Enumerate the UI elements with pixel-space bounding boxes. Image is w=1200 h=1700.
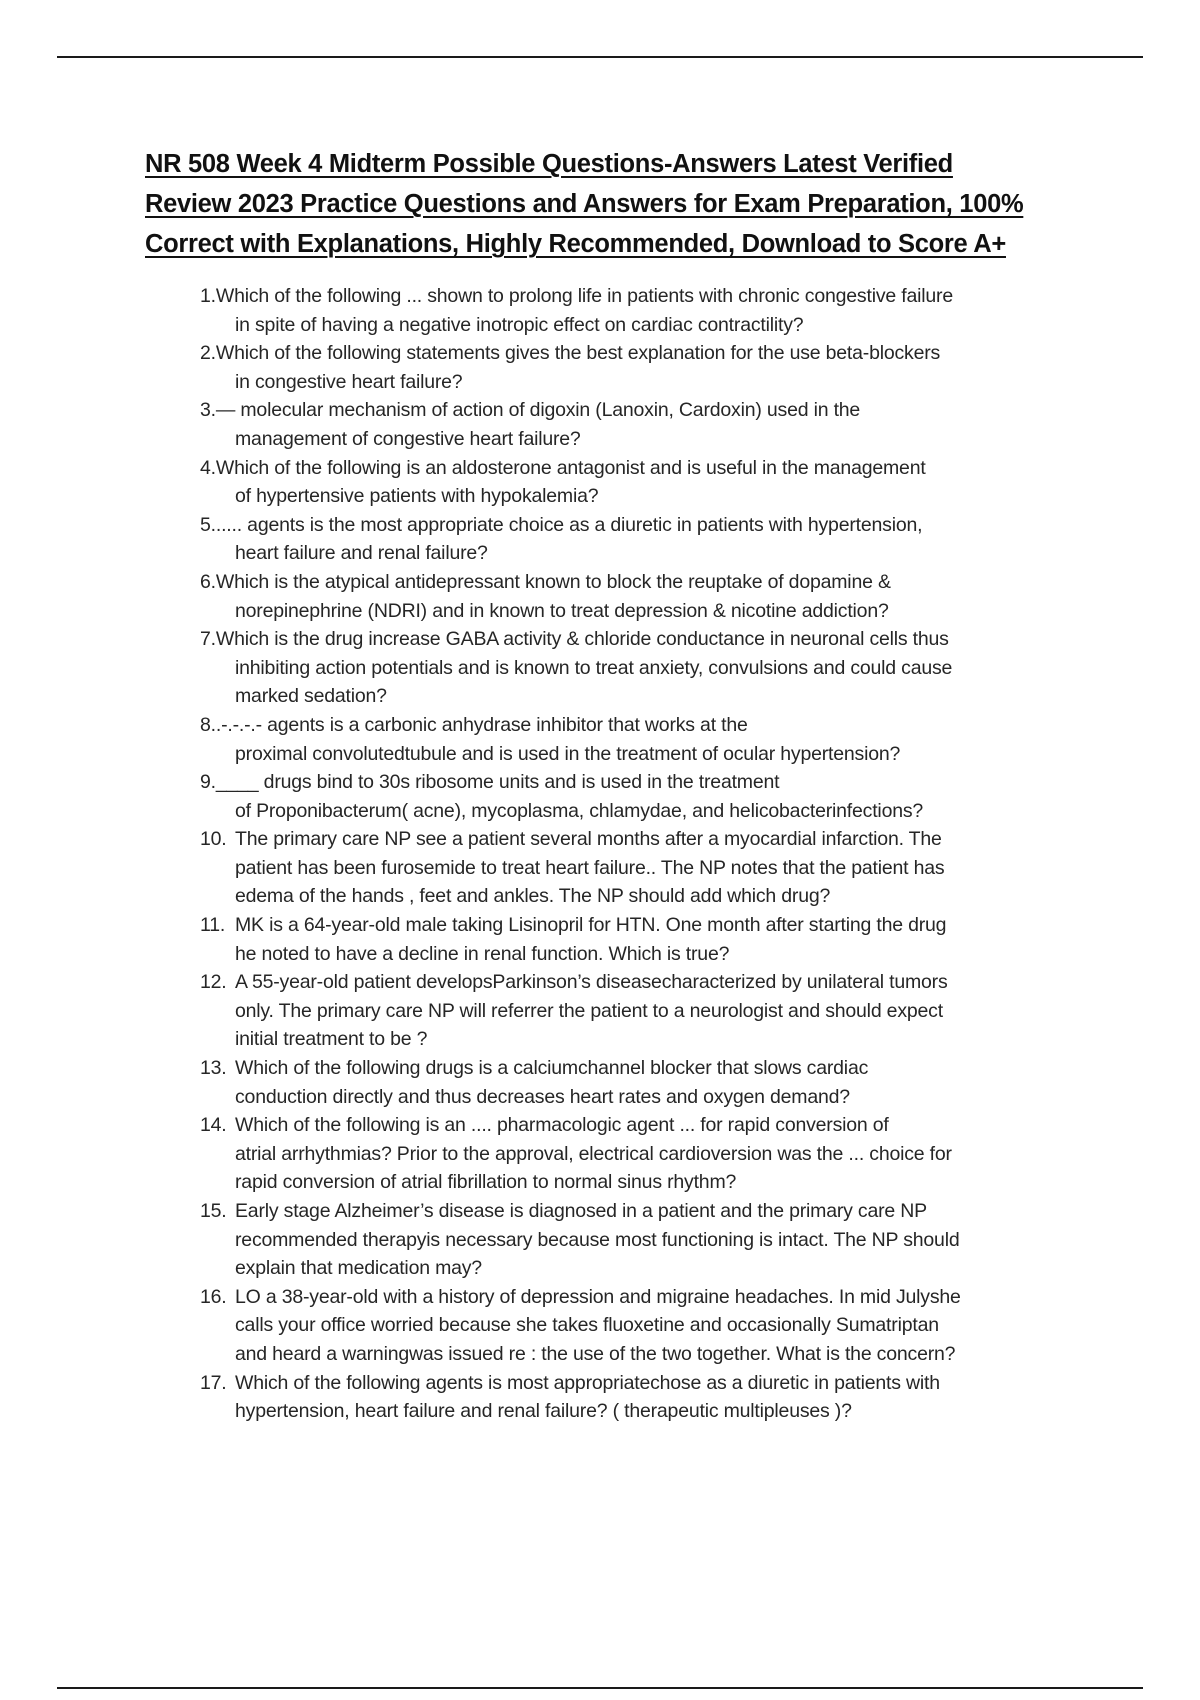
question-line: The primary care NP see a patient several months after a myocardial infarction. The — [235, 828, 942, 851]
question-line: Which of the following statements gives the best explanation for the use beta-blockers — [215, 342, 941, 365]
top-rule — [57, 56, 1143, 58]
question-number: 14. — [200, 1114, 227, 1137]
question-line: Which is the drug increase GABA activity & chloride conductance in neuronal cells thus — [215, 628, 949, 651]
question-text — [216, 625, 1100, 711]
question-item — [200, 1369, 1100, 1426]
question-number: 12. — [200, 971, 227, 994]
question-item — [200, 911, 1100, 968]
question-text — [216, 339, 1100, 396]
question-text — [216, 454, 1100, 511]
question-item — [200, 511, 1100, 568]
question-item — [200, 282, 1100, 339]
question-text — [235, 1054, 1100, 1111]
question-line: and heard a warningwas issued re : the use of the two together. What is the concern? — [235, 1342, 956, 1365]
question-number: 9. — [200, 771, 216, 794]
question-line: recommended therapyis necessary because most functioning is intact. The NP should — [235, 1228, 960, 1251]
question-line: of Proponibacterum( acne), mycoplasma, chlamydae, and helicobacterinfections? — [235, 799, 924, 822]
question-line: explain that medication may? — [235, 1257, 482, 1280]
question-text — [235, 1197, 1100, 1283]
question-list — [200, 282, 1100, 1426]
question-item — [200, 768, 1100, 825]
question-text — [216, 711, 1100, 768]
question-line: LO a 38-year-old with a history of depression and migraine headaches. In mid Julyshe — [235, 1285, 961, 1308]
question-line: calls your office worried because she takes fluoxetine and occasionally Sumatriptan — [235, 1314, 939, 1337]
question-line: edema of the hands , feet and ankles. The NP should add which drug? — [235, 885, 831, 908]
question-number: 5. — [200, 513, 216, 536]
question-item — [200, 339, 1100, 396]
question-line: atrial arrhythmias? Prior to the approval, electrical cardioversion was the ... choice for — [235, 1142, 952, 1165]
question-line: conduction directly and thus decreases heart rates and oxygen demand? — [235, 1085, 850, 1108]
question-line: marked sedation? — [235, 685, 387, 708]
question-item — [200, 825, 1100, 911]
question-item — [200, 1054, 1100, 1111]
question-line: in spite of having a negative inotropic effect on cardiac contractility? — [235, 313, 804, 336]
question-line: — molecular mechanism of action of digoxin (Lanoxin, Cardoxin) used in the — [215, 399, 861, 422]
question-line: patient has been furosemide to treat heart failure.. The NP notes that the patient has — [235, 856, 945, 879]
question-line: A 55-year-old patient developsParkinson’s diseasecharacterized by unilateral tumors — [235, 971, 948, 994]
question-text — [235, 1369, 1100, 1426]
question-number: 10. — [200, 828, 227, 851]
title-line: Correct with Explanations, Highly Recommended, Download to Score A+ — [145, 230, 1006, 258]
question-item — [200, 711, 1100, 768]
question-text — [235, 1283, 1100, 1369]
question-item — [200, 396, 1100, 453]
question-text — [216, 282, 1100, 339]
question-line: initial treatment to be ? — [235, 1028, 428, 1051]
question-line: Which is the atypical antidepressant known to block the reuptake of dopamine & — [215, 570, 891, 593]
question-item — [200, 968, 1100, 1054]
question-number: 13. — [200, 1057, 227, 1080]
question-text — [216, 396, 1100, 453]
question-line: rapid conversion of atrial fibrillation to normal sinus rhythm? — [235, 1171, 737, 1194]
question-line: of hypertensive patients with hypokalemia? — [235, 485, 599, 508]
question-number: 8. — [200, 713, 216, 736]
question-line: in congestive heart failure? — [235, 370, 463, 393]
question-number: 1. — [200, 285, 216, 307]
question-number: 6. — [200, 570, 216, 593]
question-line: only. The primary care NP will referrer the patient to a neurologist and should expect — [235, 999, 943, 1022]
question-item — [200, 1283, 1100, 1369]
question-line: proximal convolutedtubule and is used in the treatment of ocular hypertension? — [235, 742, 901, 765]
question-line: ____ drugs bind to 30s ribosome units and is used in the treatment — [215, 771, 780, 794]
question-line: Which of the following is an .... pharmacologic agent ... for rapid conversion of — [235, 1114, 889, 1137]
question-line: Which of the following is an aldosterone antagonist and is useful in the management — [215, 456, 926, 479]
question-line: Which of the following drugs is a calciumchannel blocker that slows cardiac — [235, 1057, 869, 1080]
question-item — [200, 454, 1100, 511]
question-number: 17. — [200, 1371, 227, 1394]
question-item — [200, 625, 1100, 711]
question-line: Which of the following agents is most appropriatechose as a diuretic in patients with — [235, 1371, 940, 1394]
bottom-rule — [57, 1687, 1143, 1689]
question-number: 3. — [200, 399, 216, 422]
question-line: Which of the following ... shown to prolong life in patients with chronic congestive failure — [215, 285, 953, 307]
title-line: NR 508 Week 4 Midterm Possible Questions-Answers Latest Verified — [145, 150, 953, 178]
question-line: Early stage Alzheimer’s disease is diagnosed in a patient and the primary care NP — [235, 1200, 927, 1222]
title-line: Review 2023 Practice Questions and Answers for Exam Preparation, 100% — [145, 190, 1024, 218]
question-line: MK is a 64-year-old male taking Lisinopril for HTN. One month after starting the drug — [235, 914, 947, 937]
question-number: 11. — [200, 914, 226, 937]
question-number: 4. — [200, 456, 216, 479]
question-line: he noted to have a decline in renal function. Which is true? — [235, 942, 730, 965]
question-line: hypertension, heart failure and renal failure? ( therapeutic multipleuses )? — [235, 1400, 852, 1423]
question-line: norepinephrine (NDRI) and in known to treat depression & nicotine addiction? — [235, 599, 889, 622]
question-item — [200, 568, 1100, 625]
question-text — [235, 968, 1100, 1054]
question-text — [216, 568, 1100, 625]
question-text — [216, 768, 1100, 825]
question-number: 2. — [200, 342, 216, 365]
question-text — [235, 1111, 1100, 1197]
question-item — [200, 1111, 1100, 1197]
question-line: .-.-.-.- agents is a carbonic anhydrase inhibitor that works at the — [215, 713, 748, 736]
question-text — [216, 511, 1100, 568]
question-line: inhibiting action potentials and is known to treat anxiety, convulsions and could cause — [235, 656, 953, 679]
question-item — [200, 1197, 1100, 1283]
document-title — [145, 144, 1085, 264]
question-number: 16. — [200, 1285, 227, 1308]
question-text — [235, 825, 1100, 911]
question-number: 7. — [200, 628, 216, 651]
question-line: management of congestive heart failure? — [235, 427, 581, 450]
question-line: heart failure and renal failure? — [235, 542, 488, 565]
question-number: 15. — [200, 1200, 227, 1222]
question-line: ..... agents is the most appropriate choice as a diuretic in patients with hypertension, — [215, 513, 923, 536]
question-text — [235, 911, 1100, 968]
